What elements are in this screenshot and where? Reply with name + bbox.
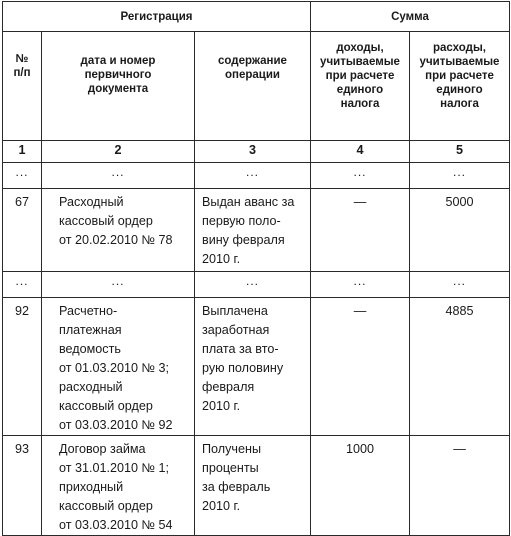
ellipsis-cell: ... [3,272,42,298]
ellipsis-cell: ... [3,163,42,189]
operation-header: содержание операции [195,32,311,141]
table-row [3,189,510,272]
sum-header: Сумма [311,2,510,32]
ellipsis-row [3,272,510,298]
table-row [3,298,510,436]
expense-cell: 4885 [410,298,510,436]
operation-cell: Выплачена заработная плата за вто- рую половину февраля 2010 г. [195,298,311,436]
registration-header: Регистрация [3,2,311,32]
income-cell: — [311,298,410,436]
column-index-cell: 5 [410,141,510,163]
document-cell: Расчетно- платежная ведомость от 01.03.2010 № 3; расходный кассовый ордер от 03.03.2010 № 92 [42,298,195,436]
ledger-table [2,1,510,536]
column-index-row [3,141,510,163]
expense-header: расходы, учитываемые при расчете единого налога [410,32,510,141]
document-cell: Договор займа от 31.01.2010 № 1; приходный кассовый ордер от 03.03.2010 № 54 [42,436,195,536]
row-number-cell: 93 [3,436,42,536]
income-cell: 1000 [311,436,410,536]
ellipsis-cell: ... [311,163,410,189]
income-header: доходы, учитываемые при расчете единого налога [311,32,410,141]
document-cell: Расходный кассовый ордер от 20.02.2010 № 78 [42,189,195,272]
ellipsis-cell: ... [410,163,510,189]
row-number-header: № п/п [3,32,42,141]
row-number-cell: 92 [3,298,42,436]
ellipsis-cell: ... [410,272,510,298]
column-index-cell: 4 [311,141,410,163]
ellipsis-cell: ... [42,163,195,189]
document-header: дата и номер первичного документа [42,32,195,141]
expense-cell: — [410,436,510,536]
income-cell: — [311,189,410,272]
operation-cell: Получены проценты за февраль 2010 г. [195,436,311,536]
expense-cell: 5000 [410,189,510,272]
operation-cell: Выдан аванс за первую поло- вину февраля 2010 г. [195,189,311,272]
table-row [3,436,510,536]
column-index-cell: 2 [42,141,195,163]
row-number-cell: 67 [3,189,42,272]
ellipsis-row [3,163,510,189]
column-index-cell: 3 [195,141,311,163]
ellipsis-cell: ... [42,272,195,298]
ellipsis-cell: ... [195,163,311,189]
ellipsis-cell: ... [311,272,410,298]
column-index-cell: 1 [3,141,42,163]
ellipsis-cell: ... [195,272,311,298]
